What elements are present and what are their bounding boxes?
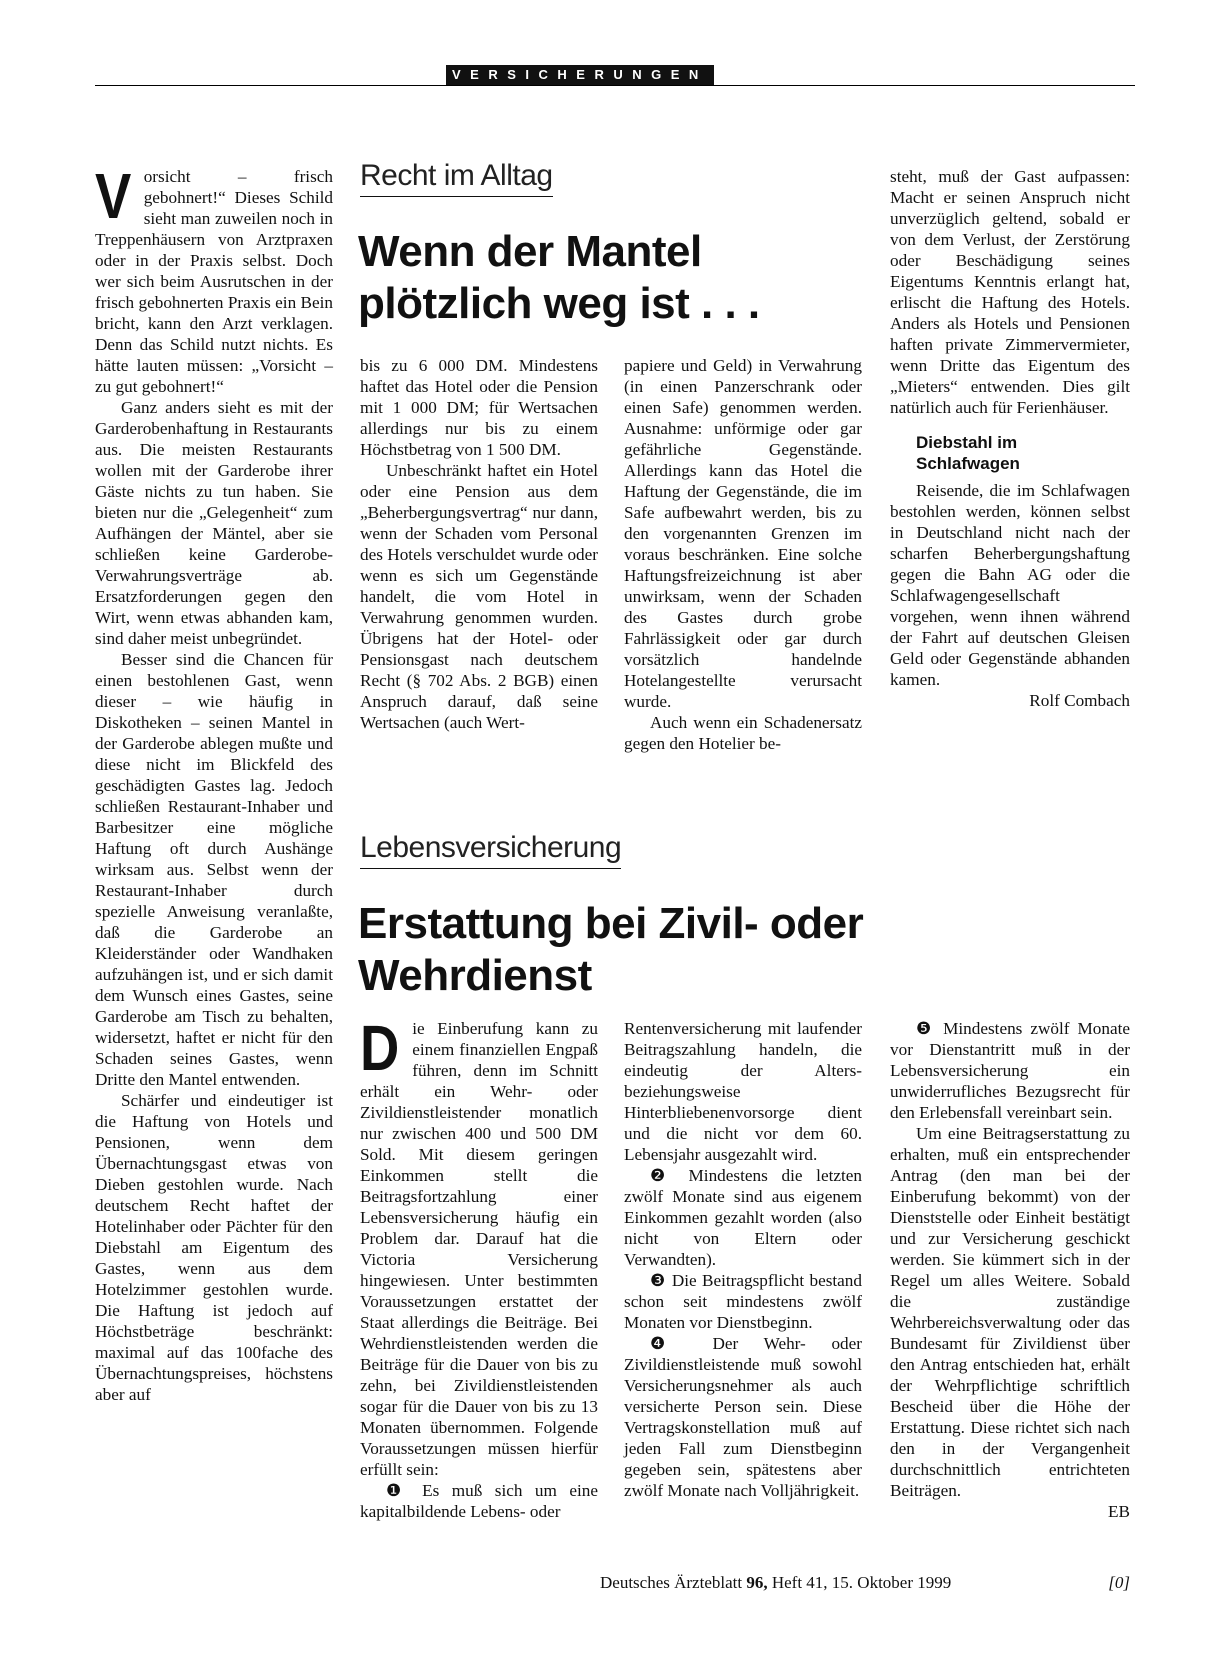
article1-subhead-line2: Schlafwagen	[916, 454, 1020, 473]
article1-col1-para-0	[95, 160, 333, 397]
section-tag: VERSICHERUNGEN	[446, 65, 714, 85]
article2-dropcap: D	[360, 1012, 400, 1084]
article1-headline-line2: plötzlich weg ist . . .	[358, 279, 760, 328]
article1-col3-para-0: papiere und Geld) in Verwahrung (in einen Panzerschrank oder einen Safe) genommen werden. Ausnahme: unförmige oder gar gefährliche Gegenstände. Allerdings kann das Hotel die Haftung der Gegenstände, die im Safe aufbewahrt werden, bis zu den vorgenannten Grenzen im voraus beschränken. Eine solche Haftungsfreizeichnung ist aber unwirksam, wenn der Schaden des Gastes durch grobe Fahrlässigkeit oder gar durch vorsätzlich handelnde Hotelangestellte verursacht wurde.	[624, 356, 862, 711]
article1-col1-para-1: Ganz anders sieht es mit der Garderobenhaftung in Restaurants aus. Die meisten Restaurants wollen mit der Garderobe ihrer Gäste nichts zu tun haben. Sie bieten nur die „Gelegenheit“ zum Aufhängen der Mäntel, aber sie schließen keine Garderobe-Verwahrungsverträge ab. Ersatzforderungen gegen den Wirt, wenn etwas abhanden kam, sind daher meist unbegründet.	[95, 398, 333, 648]
article2-col2-para-1: ❶ Es muß sich um eine kapitalbildende Lebens- oder	[360, 1481, 598, 1521]
article1-col1-para-0-text: orsicht – frisch gebohnert!“ Dieses Schild sieht man zuweilen noch in Treppenhäusern von Arztpraxen oder in der Praxis selbst. Doch wer sich beim Ausrutschen in der frisch gebohnerten Praxis ein Bein bricht, kann den Arzt verklagen. Denn das Schild nutzt nichts. Es hätte lauten müssen: „Vorsicht – zu gut gebohnert!“	[95, 167, 333, 396]
article2-col3-para-2: ❸ Die Beitragspflicht bestand schon seit mindestens zwölf Monaten vor Dienstbeginn.	[624, 1271, 862, 1332]
footer-page-number: [0]	[1108, 1573, 1130, 1592]
article2-headline-line2: Wehrdienst	[358, 951, 592, 1000]
article2-col2-para-0-text: ie Einberufung kann zu einem finanziellen Engpaß führen, denn im Schnitt erhält ein Wehr- oder Zivildienstleistender monatlich nur zwischen 400 und 500 DM Sold. Mit diesem geringen Einkommen stellt die Beitragsfortzahlung einer Lebensversicherung häufig ein Problem dar. Darauf hat die Victoria Versicherung hingewiesen. Unter bestimmten Voraussetzungen erstattet der Staat allerdings die Beiträge. Bei Wehrdienstleistenden werden die Beiträge für die Dauer von bis zu zehn, bei Zivildienstleistenden sogar für die Dauer von bis zu 13 Monaten übernommen. Folgende Voraussetzungen müssen hierfür erfüllt sein:	[360, 1019, 598, 1479]
article1-column-1	[95, 160, 333, 1405]
article1-column-3	[624, 355, 862, 754]
article2-column-3	[624, 1018, 862, 1501]
header-rule	[95, 85, 1135, 86]
article1-kicker: Recht im Alltag	[360, 158, 553, 197]
article1-col3-para-1: Auch wenn ein Schadenersatz gegen den Hotelier be-	[624, 713, 862, 753]
article1-column-4	[890, 166, 1130, 711]
article2-col2-para-0	[360, 1012, 598, 1480]
article1-headline-line1: Wenn der Mantel	[358, 227, 702, 276]
footer-journal: Deutsches Ärzteblatt	[600, 1573, 743, 1592]
article2-col3-para-1: ❷ Mindestens die letzten zwölf Monate sind aus eigenem Einkommen gezahlt worden (also nicht von Eltern oder Verwandten).	[624, 1166, 862, 1269]
article2-kicker: Lebensversicherung	[360, 830, 621, 869]
article1-col1-para-2: Besser sind die Chancen für einen bestohlenen Gast, wenn dieser – wie häufig in Diskotheken – seinen Mantel in der Garderobe ablegen mußte und diese nicht im Blickfeld des geschädigten Gastes lag. Jedoch schließen Restaurant-Inhaber und Barbesitzer eine mögliche Haftung oft durch Aushänge wirksam aus. Selbst wenn der Restaurant-Inhaber durch spezielle Anweisung veranlaßte, daß die Garderobe an Kleiderständer oder Wandhaken aufzuhängen ist, und er sich damit dem Wunsch eines Gastes, seine Garderobe am Tisch zu behalten, widersetzt, haftet er nicht für den Schaden seines Gastes, wenn Dritte den Mantel entwenden.	[95, 650, 333, 1089]
article1-author: Rolf Combach	[1029, 691, 1130, 710]
article1-subhead	[916, 432, 1130, 474]
article2-column-2	[360, 1012, 598, 1522]
article1-headline	[358, 226, 838, 330]
article1-dropcap: V	[95, 160, 132, 232]
page-footer	[600, 1572, 1130, 1593]
article2-col4-para-1: Um eine Beitragserstattung zu erhalten, muß ein entsprechender Antrag (den man bei der Einberufung bekommt) von der Dienststelle oder Einheit bestätigt und zur Versicherung geschickt werden. Sie kümmert sich in der Regel um alles Weitere. Sobald die zuständige Wehrbereichsverwaltung oder das Bundesamt für Zivildienst über den Antrag entschieden hat, erhält der Wehrpflichtige schriftlich Bescheid über die Höhe der Erstattung. Diese richtet sich nach den in der Vergangenheit durchschnittlich entrichteten Beiträgen.	[890, 1124, 1130, 1500]
article2-col3-para-3: ❹ Der Wehr- oder Zivildienstleistende muß sowohl Versicherungsnehmer als auch versicherte Person sein. Diese Vertragskonstellation muß auf jeden Fall zum Dienstbeginn gegeben sein, spätestens aber zwölf Monate nach Volljährigkeit.	[624, 1334, 862, 1500]
article2-headline-line1: Erstattung bei Zivil- oder	[358, 899, 864, 948]
article1-col4-para-1: Reisende, die im Schlafwagen bestohlen werden, können selbst in Deutschland nicht nach der scharfen Beherbergungshaftung gegen die Bahn AG oder die Schlafwagengesellschaft vorgehen, wenn ihnen während der Fahrt auf deutschen Gleisen Geld oder Gegenstände abhanden kamen.	[890, 481, 1130, 689]
article2-column-4	[890, 1018, 1130, 1522]
article1-col4-para-0: steht, muß der Gast aufpassen: Macht er seinen Anspruch nicht unverzüglich geltend, sobald er von dem Verlust, der Zerstörung oder Beschädigung seines Eigentums Kenntnis erlangt hat, erlischt die Haftung des Hotels. Anders als Hotels und Pensionen haften private Zimmervermieter, wenn Dritte das Eigentum des „Mieters“ entwenden. Dies gilt natürlich auch für Ferienhäuser.	[890, 167, 1130, 417]
article2-headline	[358, 898, 1118, 1002]
article1-col2-para-1: Unbeschränkt haftet ein Hotel oder eine Pension aus dem „Beherbergungsvertrag“ nur dann, wenn der Schaden vom Personal des Hotels verschuldet wurde oder wenn es sich um Gegenstände handelt, die vom Hotel in Verwahrung genommen wurden. Übrigens hat der Hotel- oder Pensionsgast nach deutschem Recht (§ 702 Abs. 2 BGB) einen Anspruch darauf, daß seine Wertsachen (auch Wert-	[360, 461, 598, 732]
article2-col3-para-0: Rentenversicherung mit laufender Beitragszahlung handeln, die eindeutig der Alters- beziehungsweise Hinterbliebenenvorsorge dient und die nicht vor dem 60. Lebensjahr ausgezahlt wird.	[624, 1019, 862, 1164]
article1-column-2	[360, 355, 598, 733]
article1-subhead-line1: Diebstahl im	[916, 433, 1018, 452]
article2-author: EB	[1108, 1502, 1130, 1521]
article1-col2-para-0: bis zu 6 000 DM. Mindestens haftet das Hotel oder die Pension mit 1 000 DM; für Wertsachen allerdings nur bis zu einem Höchstbetrag von 1 500 DM.	[360, 356, 598, 459]
footer-volume: 96,	[746, 1573, 768, 1592]
article1-col1-para-3: Schärfer und eindeutiger ist die Haftung von Hotels und Pensionen, wenn dem Übernachtungsgast etwas von Dieben gestohlen wurde. Nach deutschem Recht haftet der Hotelinhaber oder Pächter für den Diebstahl am Eigentum des Gastes, wenn aus dem Hotelzimmer gestohlen wurde. Die Haftung ist jedoch auf Höchstbeträge beschränkt: maximal auf das 100fache des Übernachtungspreises, höchstens aber auf	[95, 1091, 333, 1404]
article2-col4-para-0: ❺ Mindestens zwölf Monate vor Dienstantritt muß in der Lebensversicherung ein unwiderrufliches Bezugsrecht für den Erlebensfall vereinbart sein.	[890, 1019, 1130, 1122]
footer-issue: Heft 41, 15. Oktober 1999	[771, 1573, 952, 1592]
